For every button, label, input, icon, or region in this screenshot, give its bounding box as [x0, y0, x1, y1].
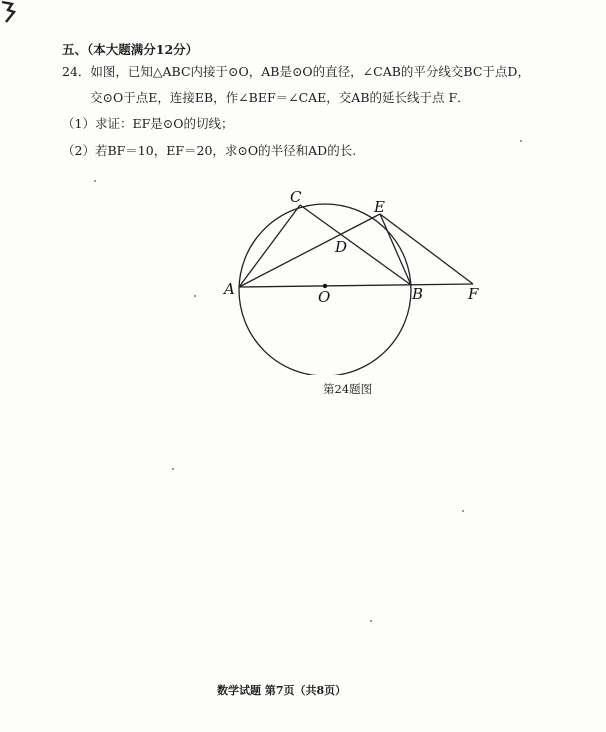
- label-b: B: [412, 285, 424, 303]
- problem-statement-line1: 24．如图，已知△ABC内接于⊙O，AB是⊙O的直径，∠CAB的平分线交BC于点D，: [62, 64, 530, 79]
- scan-corner-mark: [0, 0, 22, 26]
- segment-a-c: [239, 205, 300, 287]
- scan-speck: [194, 295, 196, 297]
- line-a-f: [239, 284, 473, 287]
- scan-speck: [94, 180, 96, 182]
- geometry-diagram: [210, 180, 510, 375]
- section-title: 五、（本大题满分12分）: [62, 42, 199, 57]
- scan-speck: [462, 510, 464, 512]
- page-footer: 数学试题 第7页（共8页）: [217, 684, 347, 697]
- label-f: F: [468, 285, 479, 303]
- segment-a-e: [239, 214, 380, 287]
- label-d: D: [335, 238, 348, 256]
- problem-part1: （1）求证：EF是⊙O的切线；: [62, 116, 234, 131]
- scan-speck: [172, 468, 174, 470]
- label-a: A: [224, 280, 235, 298]
- segment-c-b: [300, 205, 411, 285]
- label-o: O: [318, 288, 331, 306]
- problem-part2: （2）若BF＝10，EF＝20，求⊙O的半径和AD的长.: [62, 143, 357, 158]
- scan-speck: [520, 140, 522, 142]
- label-e: E: [374, 198, 385, 216]
- label-c: C: [290, 188, 302, 206]
- problem-statement-line2: 交⊙O于点E，连接EB，作∠BEF＝∠CAE，交AB的延长线于点 F．: [90, 90, 470, 105]
- figure-caption: 第24题图: [323, 382, 373, 396]
- scan-speck: [370, 620, 372, 622]
